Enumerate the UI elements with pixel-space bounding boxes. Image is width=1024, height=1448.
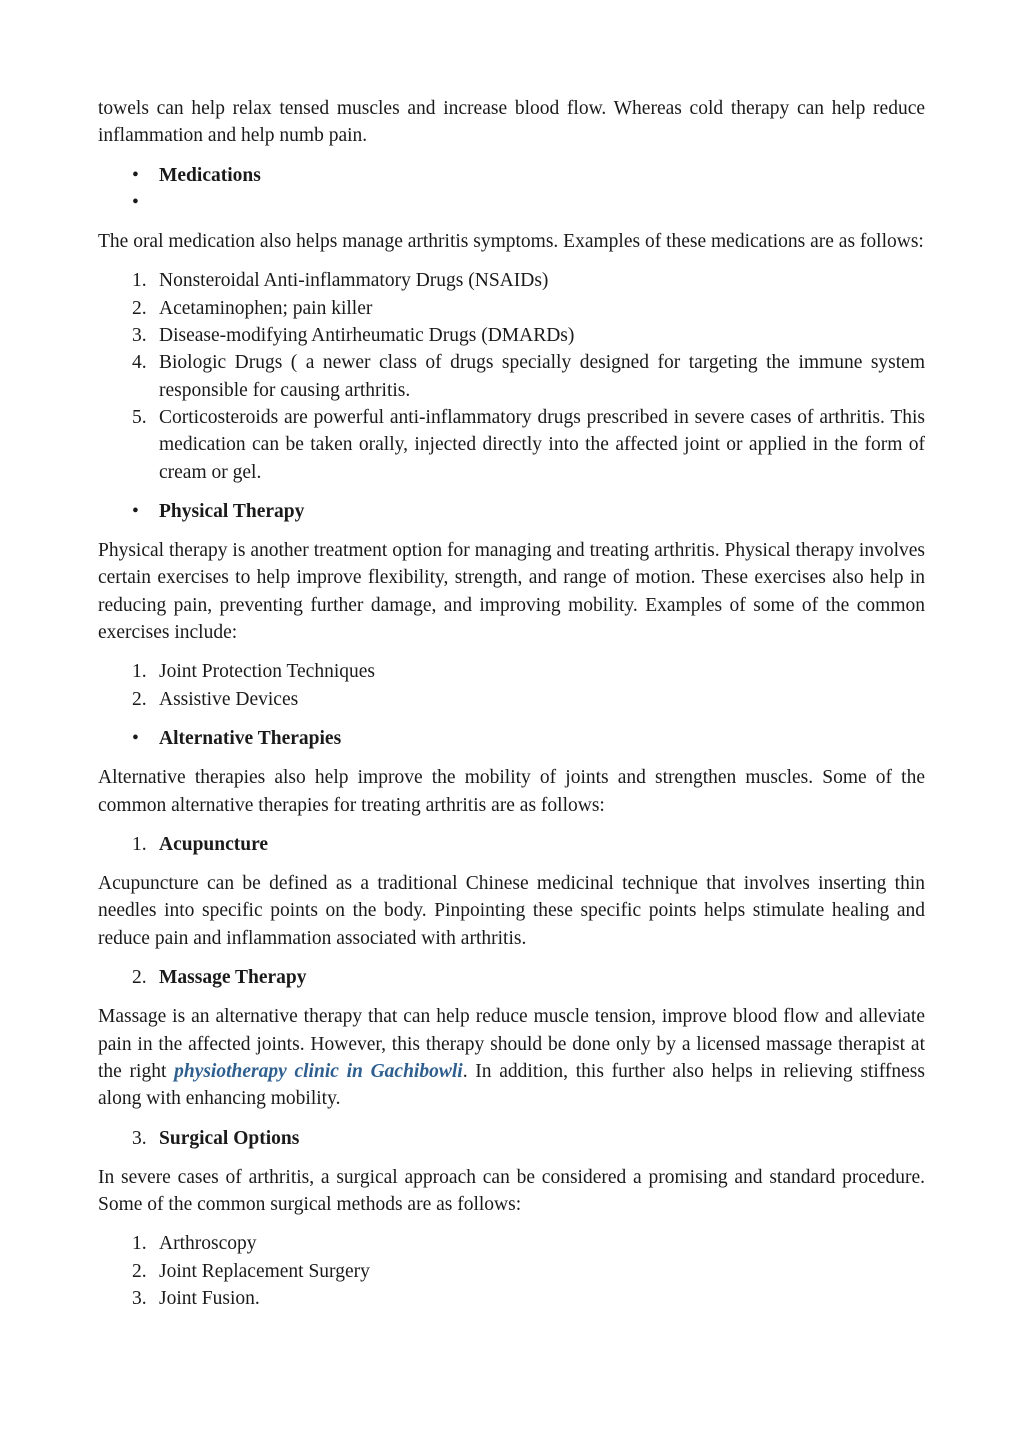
- intro-paragraph: towels can help relax tensed muscles and increase blood flow. Whereas cold therapy can help reduce inflammation and help numb pain.: [98, 98, 925, 147]
- list-item-text: Disease-modifying Antirheumatic Drugs (DMARDs): [159, 325, 575, 347]
- list-number: 1.: [132, 833, 147, 855]
- massage-text-after: . In addition, this further also helps in relieving stiffness along with enhancing mobility.: [98, 1060, 925, 1110]
- list-item: [98, 1285, 925, 1312]
- massage-text-before: Massage is an alternative therapy that can help reduce muscle tension, improve blood flow and alleviate pain in the affected joints. However, this therapy should be done only by a licensed massage therapist at the right: [98, 1006, 925, 1082]
- physical-therapy-paragraph: Physical therapy is another treatment option for managing and treating arthritis. Physical therapy involves certain exercises to help improve flexibility, strength, and range of motion. These exercises also help in reducing pain, preventing further damage, and improving mobility. Examples of some of the common exercises include:: [98, 540, 925, 644]
- subheading-massage-therapy: Massage Therapy: [159, 967, 307, 989]
- list-number: 2.: [132, 967, 147, 989]
- list-number: 2.: [132, 297, 147, 319]
- section-heading-medications: Medications: [159, 164, 261, 186]
- bullet-item-empty: [98, 189, 925, 216]
- acupuncture-heading-list: [98, 831, 925, 858]
- list-item-text: Joint Protection Techniques: [159, 661, 375, 683]
- section-heading-alternative-therapies: Alternative Therapies: [159, 727, 342, 749]
- list-number: 1.: [132, 661, 147, 683]
- massage-paragraph: [98, 1003, 925, 1112]
- alternative-therapies-bullet-list: [98, 725, 925, 752]
- list-item: [98, 658, 925, 685]
- physical-therapy-list: [98, 658, 925, 713]
- list-item: [98, 349, 925, 404]
- list-item-text: Joint Fusion.: [159, 1287, 260, 1309]
- document-page: [98, 95, 925, 1324]
- list-item-text: Biologic Drugs ( a newer class of drugs specially designed for targeting the immune system responsible for causing arthritis.: [159, 352, 925, 401]
- list-item: [98, 404, 925, 486]
- list-item: [98, 831, 925, 858]
- list-item: [98, 267, 925, 294]
- list-item: [98, 1125, 925, 1152]
- list-number: 1.: [132, 270, 147, 292]
- list-item-text: Arthroscopy: [159, 1233, 257, 1255]
- list-item-text: Corticosteroids are powerful anti-inflammatory drugs prescribed in severe cases of arthritis. This medication can be taken orally, injected directly into the affected joint or applied in the form of cream or gel.: [159, 406, 925, 483]
- list-item-text: Nonsteroidal Anti-inflammatory Drugs (NSAIDs): [159, 270, 549, 292]
- surgical-heading-list: [98, 1125, 925, 1152]
- bullet-glyph: •: [132, 191, 139, 213]
- medications-list: [98, 267, 925, 485]
- section-heading-physical-therapy: Physical Therapy: [159, 500, 305, 522]
- surgical-methods-list: [98, 1230, 925, 1312]
- list-item: [98, 295, 925, 322]
- bullet-item-physical-therapy: [98, 498, 925, 525]
- list-number: 2.: [132, 1260, 147, 1282]
- list-item: [98, 1258, 925, 1285]
- massage-heading-list: [98, 964, 925, 991]
- acupuncture-paragraph: Acupuncture can be defined as a traditional Chinese medicinal technique that involves inserting thin needles into specific points on the body. Pinpointing these specific points helps stimulate healing and reduce pain and inflammation associated with arthritis.: [98, 873, 925, 949]
- physiotherapy-clinic-link[interactable]: physiotherapy clinic in Gachibowli: [174, 1060, 463, 1082]
- subheading-surgical-options: Surgical Options: [159, 1127, 300, 1149]
- list-number: 4.: [132, 352, 147, 374]
- list-number: 3.: [132, 1127, 147, 1149]
- list-number: 3.: [132, 1287, 147, 1309]
- list-item-text: Acetaminophen; pain killer: [159, 297, 373, 319]
- list-item: [98, 964, 925, 991]
- list-item: [98, 686, 925, 713]
- list-number: 2.: [132, 688, 147, 710]
- bullet-item-medications: [98, 162, 925, 189]
- list-item: [98, 322, 925, 349]
- bullet-glyph: •: [132, 164, 139, 186]
- list-item-text: Assistive Devices: [159, 688, 299, 710]
- physical-therapy-bullet-list: [98, 498, 925, 525]
- bullet-glyph: •: [132, 727, 139, 749]
- medications-paragraph: The oral medication also helps manage arthritis symptoms. Examples of these medications are as follows:: [98, 231, 924, 253]
- list-item: [98, 1230, 925, 1257]
- alternative-therapies-paragraph: Alternative therapies also help improve the mobility of joints and strengthen muscles. Some of the common alternative therapies for treating arthritis are as follows:: [98, 767, 925, 816]
- list-number: 5.: [132, 406, 147, 428]
- surgical-paragraph: In severe cases of arthritis, a surgical approach can be considered a promising and standard procedure. Some of the common surgical methods are as follows:: [98, 1166, 925, 1216]
- bullet-glyph: •: [132, 500, 139, 522]
- list-number: 1.: [132, 1233, 147, 1255]
- medications-bullet-list: [98, 162, 925, 217]
- list-item-text: Joint Replacement Surgery: [159, 1260, 370, 1282]
- list-number: 3.: [132, 325, 147, 347]
- subheading-acupuncture: Acupuncture: [159, 833, 269, 855]
- bullet-item-alternative-therapies: [98, 725, 925, 752]
